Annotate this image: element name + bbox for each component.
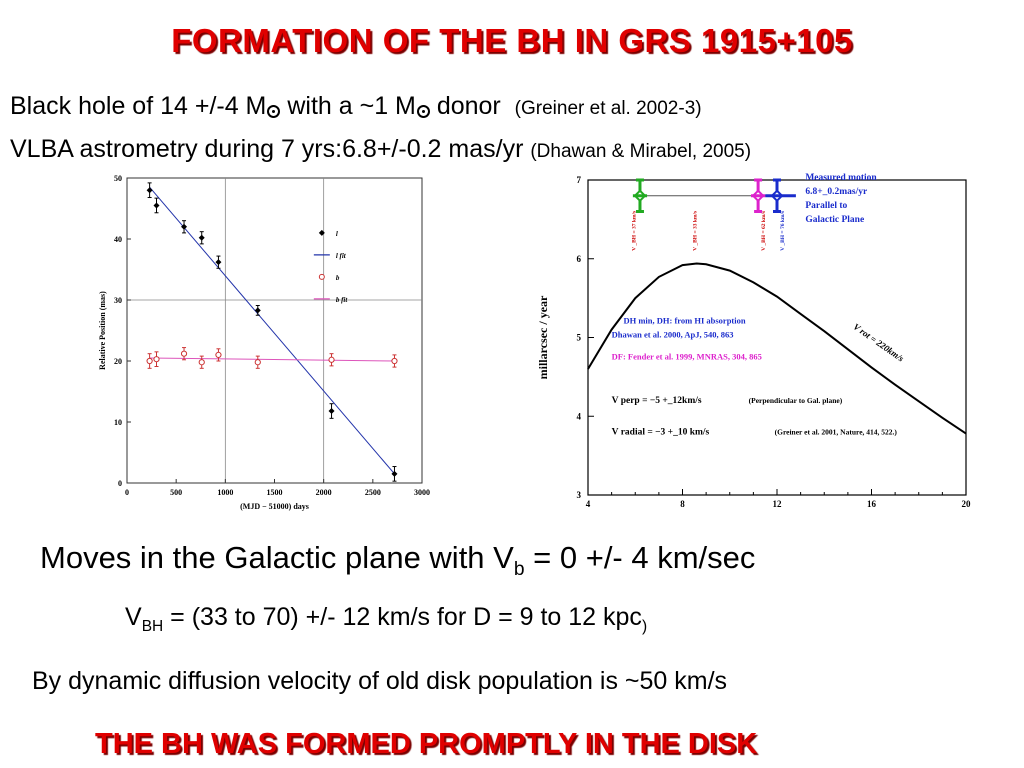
position-chart	[95, 170, 440, 515]
rotation-curve	[588, 264, 966, 437]
y-axis-label: Relative Position (mas)	[98, 291, 107, 370]
moves-text-b: = 0 +/- 4 km/sec	[524, 540, 756, 575]
data-point-b	[154, 357, 159, 362]
y-axis-label: millarcsec / year	[536, 295, 550, 380]
x-tick-label: 1000	[217, 488, 234, 497]
vlba-text: VLBA astrometry during 7 yrs:6.8+/-0.2 mas/yr	[10, 135, 524, 163]
vlba-reference: (Dhawan & Mirabel, 2005)	[530, 141, 752, 162]
x-tick-label: 0	[125, 488, 129, 497]
legend-label: l fit	[335, 251, 346, 260]
vrad-note: V radial = −3 +_10 km/s	[611, 427, 710, 438]
y-tick-label: 5	[576, 332, 581, 343]
diffusion-statement: By dynamic diffusion velocity of old disk population is ~50 km/s	[32, 667, 728, 695]
sun-symbol-icon	[267, 105, 280, 118]
mass-statement	[10, 92, 702, 121]
y-tick-label: 3	[576, 490, 581, 500]
vbh-paren: )	[641, 618, 648, 635]
dh-ref-note: Dhawan et al. 2000, ApJ, 540, 863	[611, 329, 734, 340]
fit-line	[150, 187, 395, 474]
measured-note: 6.8+_0.2mas/yr	[805, 187, 868, 197]
vbh-label: V _BH = 62 km/s	[761, 210, 768, 251]
mass-text-b: with a ~1 M	[280, 92, 416, 120]
galactic-plane-statement	[40, 540, 755, 581]
conclusion: THE BH WAS FORMED PROMPTLY IN THE DISK	[95, 728, 758, 760]
fit-line	[150, 358, 395, 361]
vbh-text-b: = (33 to 70) +/- 12 km/s for D = 9 to 12 kpc	[163, 603, 642, 631]
curve-label: V rot = 220km/s	[851, 321, 906, 364]
data-point-l	[329, 408, 335, 414]
data-point-l	[147, 187, 153, 193]
x-tick-label: 12	[772, 499, 782, 509]
legend-marker	[319, 274, 324, 279]
vbh-label: V _BH = 33 km/s	[692, 210, 699, 251]
x-tick-label: 500	[170, 488, 183, 497]
vbh-statement	[125, 603, 647, 636]
data-point-b	[255, 360, 260, 365]
data-point-b	[199, 360, 204, 365]
legend-label: b	[335, 273, 340, 282]
data-point-b	[181, 351, 186, 356]
y-tick-label: 7	[576, 175, 581, 185]
x-tick-label: 3000	[414, 488, 430, 497]
x-tick-label: 2000	[315, 488, 332, 497]
y-tick-label: 6	[576, 253, 581, 264]
data-point-l	[154, 202, 160, 208]
measured-note: Measured motion	[805, 173, 877, 183]
df-note: DF: Fender et al. 1999, MNRAS, 304, 865	[611, 351, 762, 362]
x-tick-label: 20	[961, 499, 971, 509]
measured-note: Galactic Plane	[805, 215, 865, 225]
measured-note: Parallel to	[805, 201, 848, 211]
moves-sub: b	[513, 559, 525, 581]
data-point-l	[199, 235, 205, 241]
x-tick-label: 16	[867, 499, 876, 509]
slide-title: FORMATION OF THE BH IN GRS 1915+105	[171, 22, 853, 59]
x-tick-label: 8	[680, 499, 685, 509]
x-tick-label: 1500	[266, 488, 283, 497]
x-tick-label: 2500	[364, 488, 381, 497]
legend-label: b fit	[335, 295, 348, 304]
x-tick-label: 4	[585, 499, 591, 509]
legend-label: l	[335, 229, 338, 238]
data-point-l	[215, 259, 221, 265]
data-point-b	[392, 358, 397, 363]
data-point-b	[216, 352, 221, 357]
vlba-statement	[10, 135, 751, 164]
y-tick-label: 0	[118, 479, 122, 488]
sun-symbol-icon	[417, 105, 430, 118]
mass-text-c: donor	[429, 92, 501, 120]
y-tick-label: 10	[114, 418, 122, 427]
y-tick-label: 20	[114, 357, 122, 366]
vbh-sub: BH	[141, 618, 164, 635]
vrad-detail: (Greiner et al. 2001, Nature, 414, 522.)	[774, 427, 897, 437]
y-tick-label: 4	[576, 411, 581, 422]
mass-text-a: Black hole of 14 +/-4 M	[10, 92, 267, 120]
data-point-b	[329, 357, 334, 362]
vbh-label: V _BH = 76 km/s	[780, 210, 787, 251]
vbh-label: V _BH = 37 km/s	[631, 210, 638, 251]
velocity-chart	[525, 172, 985, 517]
data-point-b	[147, 358, 152, 363]
x-axis-label: (MJD − 51000) days	[240, 502, 309, 511]
y-tick-label: 50	[114, 174, 122, 183]
moves-text-a: Moves in the Galactic plane with V	[40, 540, 514, 575]
vperp-note: V perp = −5 +_12km/s	[611, 395, 702, 406]
data-point-l	[255, 307, 261, 313]
mass-reference: (Greiner et al. 2002-3)	[514, 98, 702, 119]
vperp-detail: (Perpendicular to Gal. plane)	[748, 395, 843, 405]
dh-note: DH min, DH: from HI absorption	[623, 315, 746, 326]
y-tick-label: 40	[114, 235, 122, 244]
vbh-text-a: V	[125, 603, 142, 631]
plot-frame	[127, 178, 422, 483]
y-tick-label: 30	[114, 296, 122, 305]
